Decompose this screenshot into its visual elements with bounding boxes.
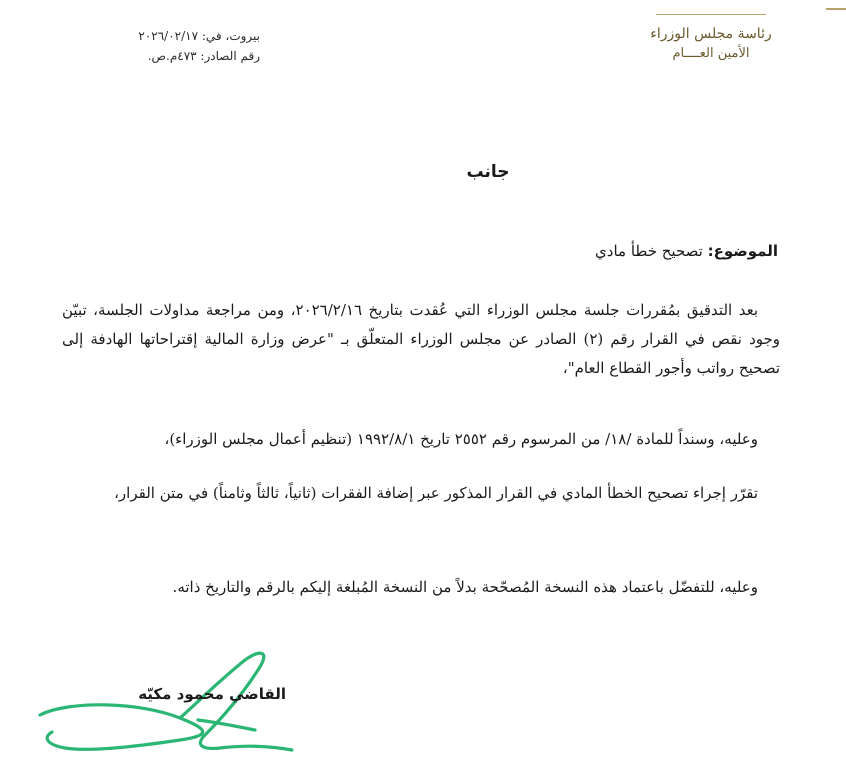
date-line: بيروت، في: ٢٠٢٦/٠٢/١٧ bbox=[138, 29, 260, 43]
signer-name: القاضي محمود مكيّه bbox=[138, 685, 286, 703]
document-meta bbox=[70, 26, 260, 66]
paragraph: تقرّر إجراء تصحيح الخطأ المادي في القرار المذكور عبر إضافة الفقرات (ثانياً، ثالثاً وثامناً) في متن القرار، bbox=[114, 484, 758, 502]
addressee-heading: جانب bbox=[466, 162, 510, 182]
paragraph: وعليه، وسنداً للمادة /١٨/ من المرسوم رقم ٢٥٥٢ تاريخ ١٩٩٢/٨/١ (تنظيم أعمال مجلس الوزراء)، bbox=[164, 430, 758, 448]
paragraph: بعد التدقيق بمُقررات جلسة مجلس الوزراء التي عُقدت بتاريخ ٢٠٢٦/٢/١٦، ومن مراجعة مداولات الجلسة، تبيّن وجود نقص في القرار رقم (٢) الصادر عن مجلس الوزراء المتعلّق بـ "عرض وزارة المالية إقتراحاتها الهادفة إلى تصحيح رواتب وأجور القطاع العام"، bbox=[62, 301, 781, 377]
paragraph: وعليه، للتفضّل باعتماد هذه النسخة المُصحّحة بدلاً من النسخة المُبلغة إليكم بالرقم والتاريخ ذاته. bbox=[172, 578, 758, 596]
letterhead bbox=[636, 14, 786, 63]
subject-label: الموضوع: bbox=[707, 242, 778, 260]
letterhead-rule bbox=[656, 14, 766, 15]
subject-line bbox=[595, 242, 778, 260]
letterhead-corner-rule bbox=[826, 0, 846, 10]
subject-text: تصحيح خطأ مادي bbox=[595, 242, 703, 260]
reference-line: رقم الصادر: ٤٧٣م.ص. bbox=[147, 49, 260, 63]
letterhead-org: رئاسة مجلس الوزراء bbox=[650, 26, 772, 42]
letterhead-title: الأمين العــــام bbox=[672, 46, 750, 61]
